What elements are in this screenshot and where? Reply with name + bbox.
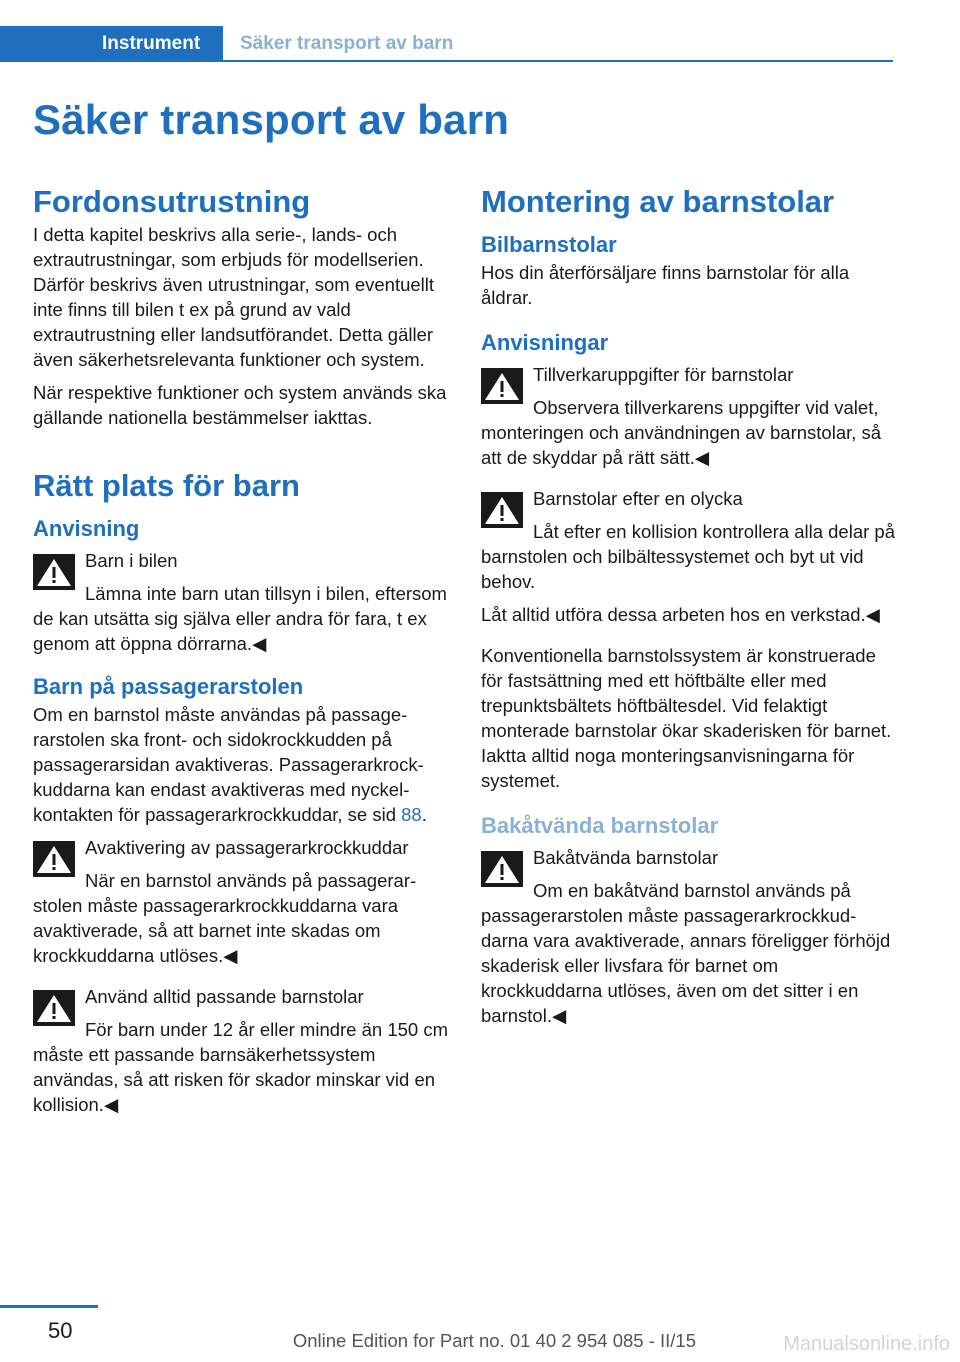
heading-montering: Montering av barnstolar bbox=[481, 184, 835, 219]
end-marker: ◀ bbox=[865, 604, 880, 625]
paragraph-text: Om en barnstol måste användas på passagerarstolen ska front- och sidokrockkudden på passagerarsidan avaktiveras. Passagerarkrockkuddarna kan endast avaktiveras med nyckelkontakten för passagerarkrockkuddar, se sid bbox=[33, 704, 424, 825]
watermark: Manualsonline.info bbox=[783, 1333, 950, 1355]
warning-body: Observera tillverkarens uppgifter vid valet, monteringen och användningen av barnstolar, så att de skyddar på rätt sätt. bbox=[481, 397, 882, 468]
paragraph-fordon-2: När respektive funktioner och system används ska gällande nationella bestämmelser iakttas. bbox=[33, 382, 447, 428]
warning-tillverkaruppgifter bbox=[481, 362, 896, 470]
warning-passande-barnstolar bbox=[33, 984, 448, 1117]
end-marker: ◀ bbox=[252, 633, 267, 654]
warning-body: För barn under 12 år eller mindre än 150 cm måste ett passande barnsäkerhetssystem användas, så att risken för skador minskar vid en kollision. bbox=[33, 1019, 448, 1115]
heading-anvisning: Anvisning bbox=[33, 516, 140, 541]
warning-triangle-icon bbox=[33, 554, 75, 590]
section-tab[interactable]: Instrument bbox=[0, 26, 223, 62]
heading-ratt-plats: Rätt plats för barn bbox=[33, 468, 300, 503]
heading-passagerarstolen: Barn på passagerarstolen bbox=[33, 674, 304, 699]
paragraph-fordon-1: I detta kapitel beskrivs alla serie-, lands- och extrautrustningar, som erbjuds för modellserien. Därför beskrivs även utrustningar, som eventuellt inte finns till bilen t ex på grund av vald extrautrustning eller landsutförandet. Detta gäller även säkerhetsrelevanta funktioner och system. bbox=[33, 224, 435, 370]
paragraph-text: Låt alltid utföra dessa arbeten hos en verkstad. bbox=[481, 604, 866, 625]
heading-anvisningar: Anvisningar bbox=[481, 330, 609, 355]
edition-note: Online Edition for Part no. 01 40 2 954 085 - II/15 bbox=[292, 1330, 696, 1351]
end-marker: ◀ bbox=[694, 447, 710, 468]
right-column bbox=[481, 182, 896, 1044]
warning-title: Avaktivering av passagerarkrockkuddar bbox=[85, 837, 409, 858]
warning-title: Använd alltid passande barnstolar bbox=[85, 986, 364, 1007]
warning-title: Bakåtvända barnstolar bbox=[533, 847, 719, 868]
heading-bakatvanda: Bakåtvända barnstolar bbox=[481, 813, 719, 838]
warning-barn-i-bilen bbox=[33, 548, 448, 656]
paragraph-konventionella: Konventionella barnstolssystem är konstruerade för fastsättning med ett höftbälte eller med trepunktsbältets höftbältesdel. Vid felaktigt monterade barnstolar ökar skaderisken för barnet. Iaktta alltid noga monteringsanvisningarna för systemet. bbox=[481, 645, 892, 791]
warning-efter-olycka bbox=[481, 486, 896, 594]
paragraph-bilbarnstolar: Hos din återförsäljare finns barnstolar för alla åldrar. bbox=[481, 262, 850, 308]
heading-bilbarnstolar: Bilbarnstolar bbox=[481, 232, 617, 257]
page-title: Säker transport av barn bbox=[33, 96, 510, 143]
footer-rule bbox=[0, 1305, 98, 1308]
page-link[interactable]: 88 bbox=[401, 804, 422, 825]
warning-body: Om en bakåtvänd barnstol används på passagerarstolen måste passagerarkrockkuddarna vara avaktiverade, annars föreligger förhöjd skaderisk eller livsfara för barnet om krockkuddarna utlöses, även om det sitter i en barnstol. bbox=[481, 880, 891, 1026]
page-number: 50 bbox=[48, 1318, 73, 1343]
end-marker: ◀ bbox=[551, 1005, 567, 1026]
paragraph-passagerare bbox=[33, 702, 448, 827]
page-header bbox=[0, 26, 893, 62]
left-column bbox=[33, 182, 448, 1133]
heading-fordonsutrustning: Fordonsutrustning bbox=[33, 184, 311, 219]
warning-triangle-icon bbox=[33, 841, 75, 877]
warning-body: Låt efter en kollision kontrollera alla delar på barnstolen och bilbältessystemet och byt ut vid behov. bbox=[481, 521, 895, 592]
end-marker: ◀ bbox=[223, 945, 238, 966]
warning-bakatvanda bbox=[481, 845, 896, 1028]
warning-avaktivering bbox=[33, 835, 448, 968]
breadcrumb[interactable]: Säker transport av barn bbox=[240, 33, 454, 54]
paragraph-verkstad bbox=[481, 602, 896, 627]
warning-title: Barn i bilen bbox=[85, 550, 178, 571]
end-marker: ◀ bbox=[103, 1094, 119, 1115]
paragraph-text-end: . bbox=[421, 804, 427, 825]
warning-title: Tillverkaruppgifter för barnstolar bbox=[533, 364, 794, 385]
warning-body: Lämna inte barn utan tillsyn i bilen, eftersom de kan utsätta sig själva eller andra för fara, t ex genom att öppna dörrarna. bbox=[33, 583, 447, 654]
warning-title: Barnstolar efter en olycka bbox=[533, 488, 743, 509]
warning-body: När en barnstol används på passagerarstolen måste passagerarkrockkuddarna vara avaktiverade, så att barnet inte skadas om krockkuddarna utlöses. bbox=[33, 870, 417, 966]
warning-triangle-icon bbox=[33, 990, 75, 1026]
header-rule bbox=[223, 60, 893, 62]
warning-triangle-icon bbox=[481, 851, 523, 887]
warning-triangle-icon bbox=[481, 492, 523, 528]
warning-triangle-icon bbox=[481, 368, 523, 404]
